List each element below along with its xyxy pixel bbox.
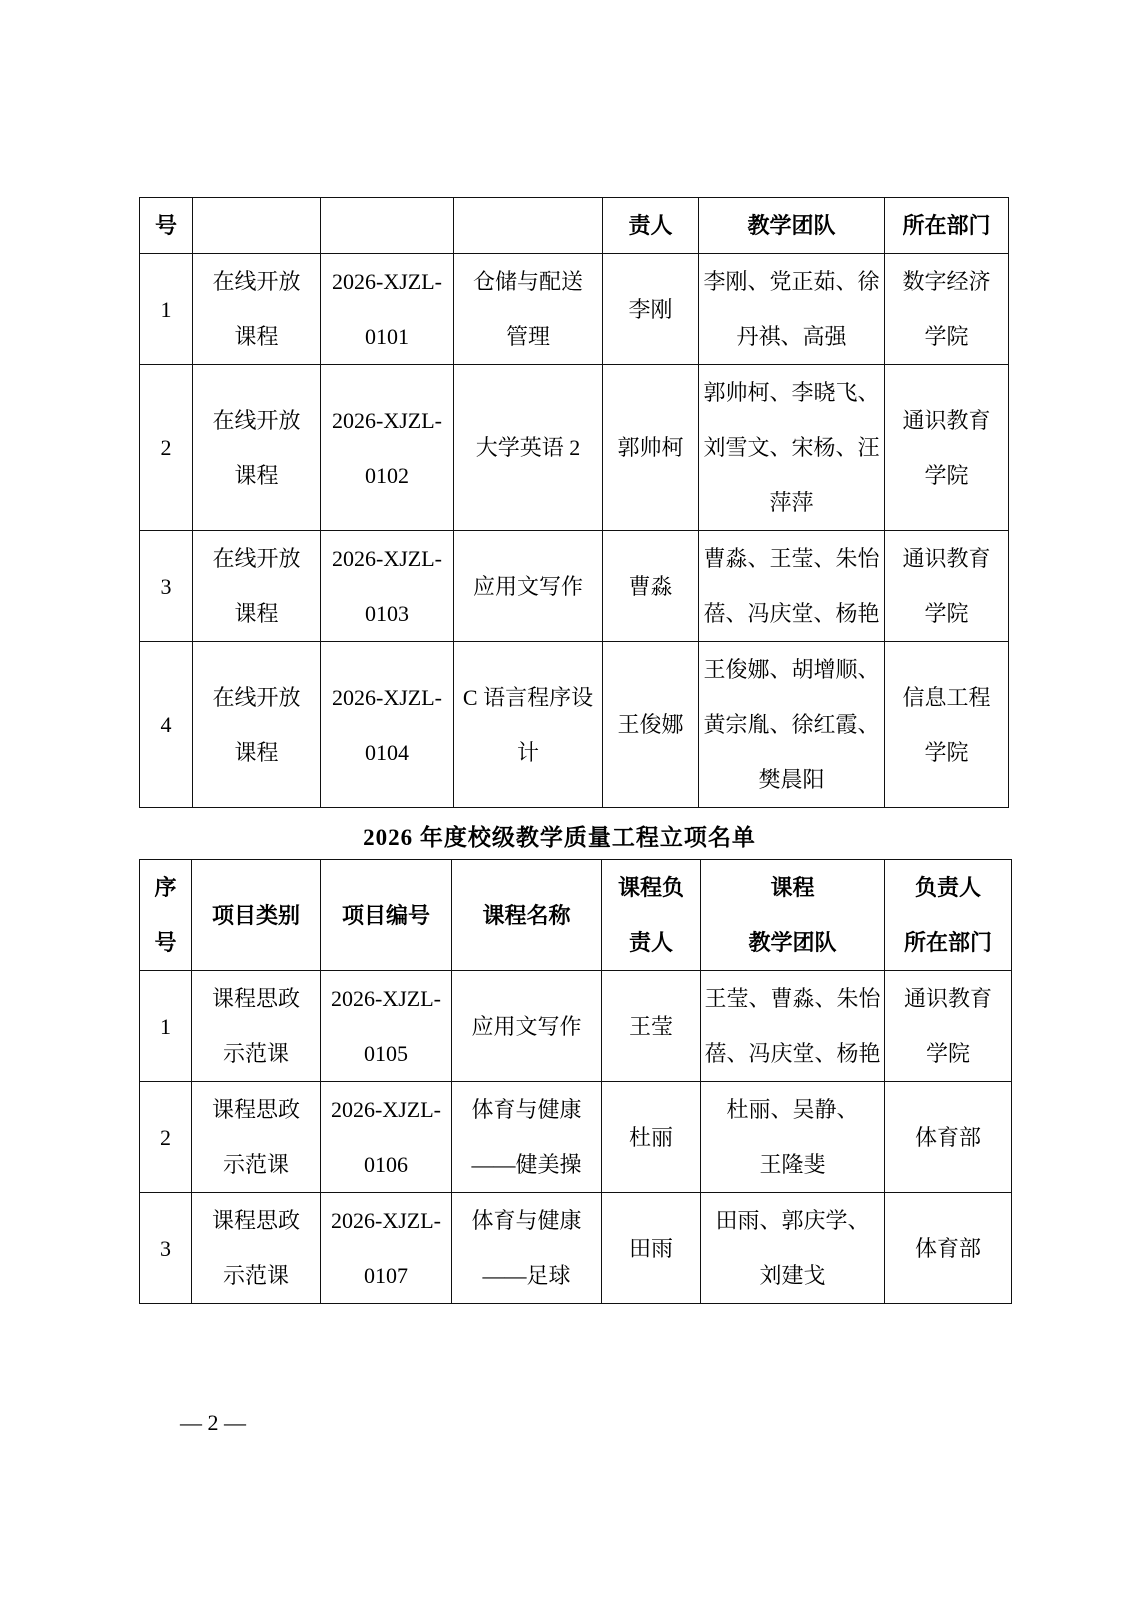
course-name-cell: 应用文写作 bbox=[452, 971, 602, 1082]
project-code-cell: 2026-XJZL- 0101 bbox=[321, 254, 454, 365]
department-cell: 体育部 bbox=[885, 1193, 1012, 1304]
table-title: 2026 年度校级教学质量工程立项名单 bbox=[363, 825, 756, 850]
seq-cell: 1 bbox=[140, 254, 193, 365]
teaching-team-cell: 田雨、郭庆学、 刘建戈 bbox=[701, 1193, 885, 1304]
category-cell: 课程思政 示范课 bbox=[192, 1193, 321, 1304]
project-code-cell: 2026-XJZL- 0103 bbox=[321, 531, 454, 642]
project-list-table bbox=[139, 859, 1012, 1304]
teaching-team-cell: 李刚、党正茹、徐 丹祺、高强 bbox=[699, 254, 885, 365]
header-category: 项目类别 bbox=[192, 860, 321, 971]
department-cell: 数字经济 学院 bbox=[885, 254, 1009, 365]
header-project-code bbox=[321, 198, 454, 254]
department-cell: 通识教育 学院 bbox=[885, 365, 1009, 531]
department-cell: 通识教育 学院 bbox=[885, 531, 1009, 642]
teaching-team-cell: 杜丽、吴静、 王隆斐 bbox=[701, 1082, 885, 1193]
project-code-cell: 2026-XJZL- 0102 bbox=[321, 365, 454, 531]
teaching-team-cell: 郭帅柯、李晓飞、 刘雪文、宋杨、汪 萍萍 bbox=[699, 365, 885, 531]
seq-cell: 3 bbox=[140, 531, 193, 642]
project-code-cell: 2026-XJZL- 0105 bbox=[321, 971, 452, 1082]
table-header-row bbox=[140, 860, 1012, 971]
table-row bbox=[140, 642, 1009, 808]
course-name-cell: 应用文写作 bbox=[454, 531, 603, 642]
seq-cell: 2 bbox=[140, 365, 193, 531]
continued-project-table bbox=[139, 197, 1009, 808]
seq-cell: 3 bbox=[140, 1193, 192, 1304]
header-seq: 号 bbox=[140, 198, 193, 254]
course-leader-cell: 王俊娜 bbox=[603, 642, 699, 808]
course-name-cell: 大学英语 2 bbox=[454, 365, 603, 531]
category-cell: 在线开放 课程 bbox=[193, 531, 321, 642]
course-leader-cell: 王莹 bbox=[602, 971, 701, 1082]
seq-cell: 1 bbox=[140, 971, 192, 1082]
header-department: 负责人 所在部门 bbox=[885, 860, 1012, 971]
header-department: 所在部门 bbox=[885, 198, 1009, 254]
table-row bbox=[140, 531, 1009, 642]
page-number: — 2 — bbox=[180, 1410, 246, 1435]
course-leader-cell: 杜丽 bbox=[602, 1082, 701, 1193]
course-leader-cell: 曹淼 bbox=[603, 531, 699, 642]
header-seq: 序 号 bbox=[140, 860, 192, 971]
header-category bbox=[193, 198, 321, 254]
category-cell: 在线开放 课程 bbox=[193, 254, 321, 365]
header-course-name: 课程名称 bbox=[452, 860, 602, 971]
course-leader-cell: 李刚 bbox=[603, 254, 699, 365]
header-course-name bbox=[454, 198, 603, 254]
project-code-cell: 2026-XJZL- 0107 bbox=[321, 1193, 452, 1304]
department-cell: 通识教育 学院 bbox=[885, 971, 1012, 1082]
table-header-row bbox=[140, 198, 1009, 254]
header-course-leader: 课程负 责人 bbox=[602, 860, 701, 971]
seq-cell: 4 bbox=[140, 642, 193, 808]
teaching-team-cell: 王莹、曹淼、朱怡 蓓、冯庆堂、杨艳 bbox=[701, 971, 885, 1082]
project-code-cell: 2026-XJZL- 0106 bbox=[321, 1082, 452, 1193]
table-row bbox=[140, 971, 1012, 1082]
course-leader-cell: 郭帅柯 bbox=[603, 365, 699, 531]
header-teaching-team: 课程 教学团队 bbox=[701, 860, 885, 971]
category-cell: 在线开放 课程 bbox=[193, 365, 321, 531]
seq-cell: 2 bbox=[140, 1082, 192, 1193]
department-cell: 体育部 bbox=[885, 1082, 1012, 1193]
teaching-team-cell: 王俊娜、胡增顺、 黄宗胤、徐红霞、 樊晨阳 bbox=[699, 642, 885, 808]
teaching-team-cell: 曹淼、王莹、朱怡 蓓、冯庆堂、杨艳 bbox=[699, 531, 885, 642]
table-row bbox=[140, 1193, 1012, 1304]
department-cell: 信息工程 学院 bbox=[885, 642, 1009, 808]
project-code-cell: 2026-XJZL- 0104 bbox=[321, 642, 454, 808]
header-project-code: 项目编号 bbox=[321, 860, 452, 971]
course-name-cell: 体育与健康 ——健美操 bbox=[452, 1082, 602, 1193]
category-cell: 课程思政 示范课 bbox=[192, 971, 321, 1082]
course-leader-cell: 田雨 bbox=[602, 1193, 701, 1304]
table-row bbox=[140, 254, 1009, 365]
table-row bbox=[140, 1082, 1012, 1193]
category-cell: 在线开放 课程 bbox=[193, 642, 321, 808]
table-row bbox=[140, 365, 1009, 531]
course-name-cell: 仓储与配送 管理 bbox=[454, 254, 603, 365]
category-cell: 课程思政 示范课 bbox=[192, 1082, 321, 1193]
course-name-cell: C 语言程序设 计 bbox=[454, 642, 603, 808]
header-teaching-team: 教学团队 bbox=[699, 198, 885, 254]
header-course-leader: 责人 bbox=[603, 198, 699, 254]
course-name-cell: 体育与健康 ——足球 bbox=[452, 1193, 602, 1304]
